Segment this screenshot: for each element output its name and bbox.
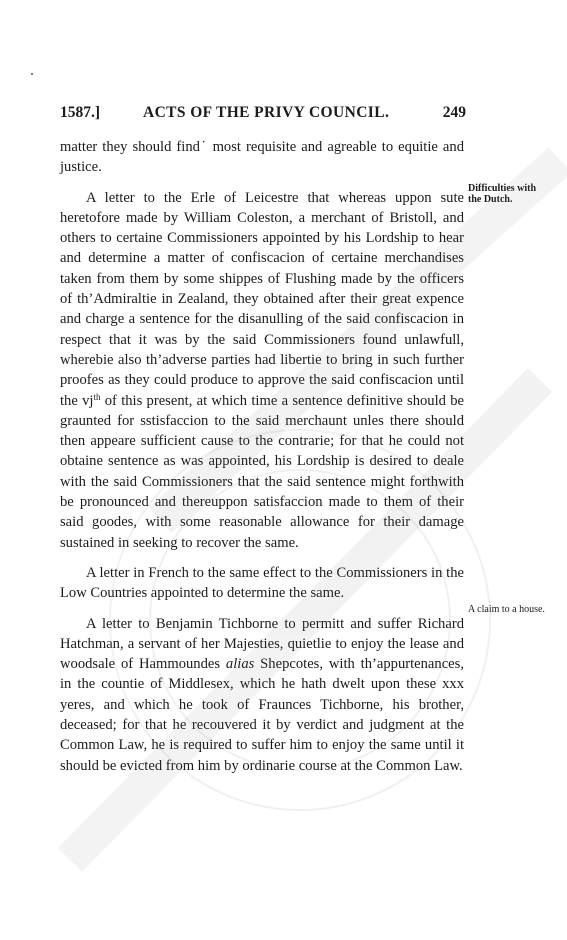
margin-note-claim: A claim to a house. <box>468 604 545 615</box>
margin-note-difficulties: Difficulties with the Dutch. <box>468 183 537 205</box>
running-header <box>60 104 466 126</box>
page-number: 249 <box>442 104 466 121</box>
paragraph-text: Shepcotes, with th’appurtenances, in the countie of Middlesex, which he hath dwelt upon these xxx yeres, and which he took of Fraunces Tichborne, his brother, deceased; for that he recouvered it by verdict and judgment at the Common Law, he is required to suffer him to enjoy the same until it should be evicted from him by ordinarie course at the Common Law. <box>60 656 464 774</box>
header-year: 1587.] <box>60 104 101 121</box>
scan-speck <box>31 73 33 75</box>
paragraph-letter-leicestre <box>60 188 464 553</box>
paragraph-letter-french: A letter in French to the same effect to the Commissioners in the Low Countries appointed to determine the same. <box>60 564 464 602</box>
page-body <box>60 137 464 786</box>
paragraph-letter-tichborne <box>60 614 464 776</box>
paragraph-continuation: matter they should find˙ most requisite and agreable to equitie and justice. <box>60 139 464 176</box>
header-title: ACTS OF THE PRIVY COUNCIL. <box>143 104 390 121</box>
superscript: th <box>93 391 101 402</box>
italic-term: alias <box>225 656 255 673</box>
paragraph-text: A letter to the Erle of Leicestre that whereas uppon sute heretofore made by William Coleston, a merchant of Bristoll, and others to certaine Commissioners appointed by his Lordship to hear and determine a matter of confiscacion of certaine merchandises taken from them by some shippes of Flushing made by the officers of th’Admiraltie in Zealand, they obtained after their great expence and charge a sentence for the disanulling of the said confiscacion in respect that it was by the said Commissioners found unlawfull, wherebie also th’adverse parties had libertie to bring in such further proofes as they could produce to approve the said confiscacion until the vj <box>60 189 464 409</box>
paragraph-text: of this present, at which time a sentence definitive should be graunted for sstisfaccion to the said merchaunt unles there should then appeare sufficient cause to the contrarie; for that he could not obtaine sentence as was appointed, his Lordship is desired to deale with the said Commissioners that the said sentence might forthwith be pronounced and thereuppon satisfaccion made to them of their said goodes, with some reasonable allowance for their damage sustained in seeking to recover the same. <box>60 392 464 551</box>
paragraph-text: A letter to Benjamin Tichborne to permitt and suffer Richard Hatchman, a servant of her Majesties, quietlie to enjoy the lease and woodsale of Hammoundes <box>60 615 464 673</box>
